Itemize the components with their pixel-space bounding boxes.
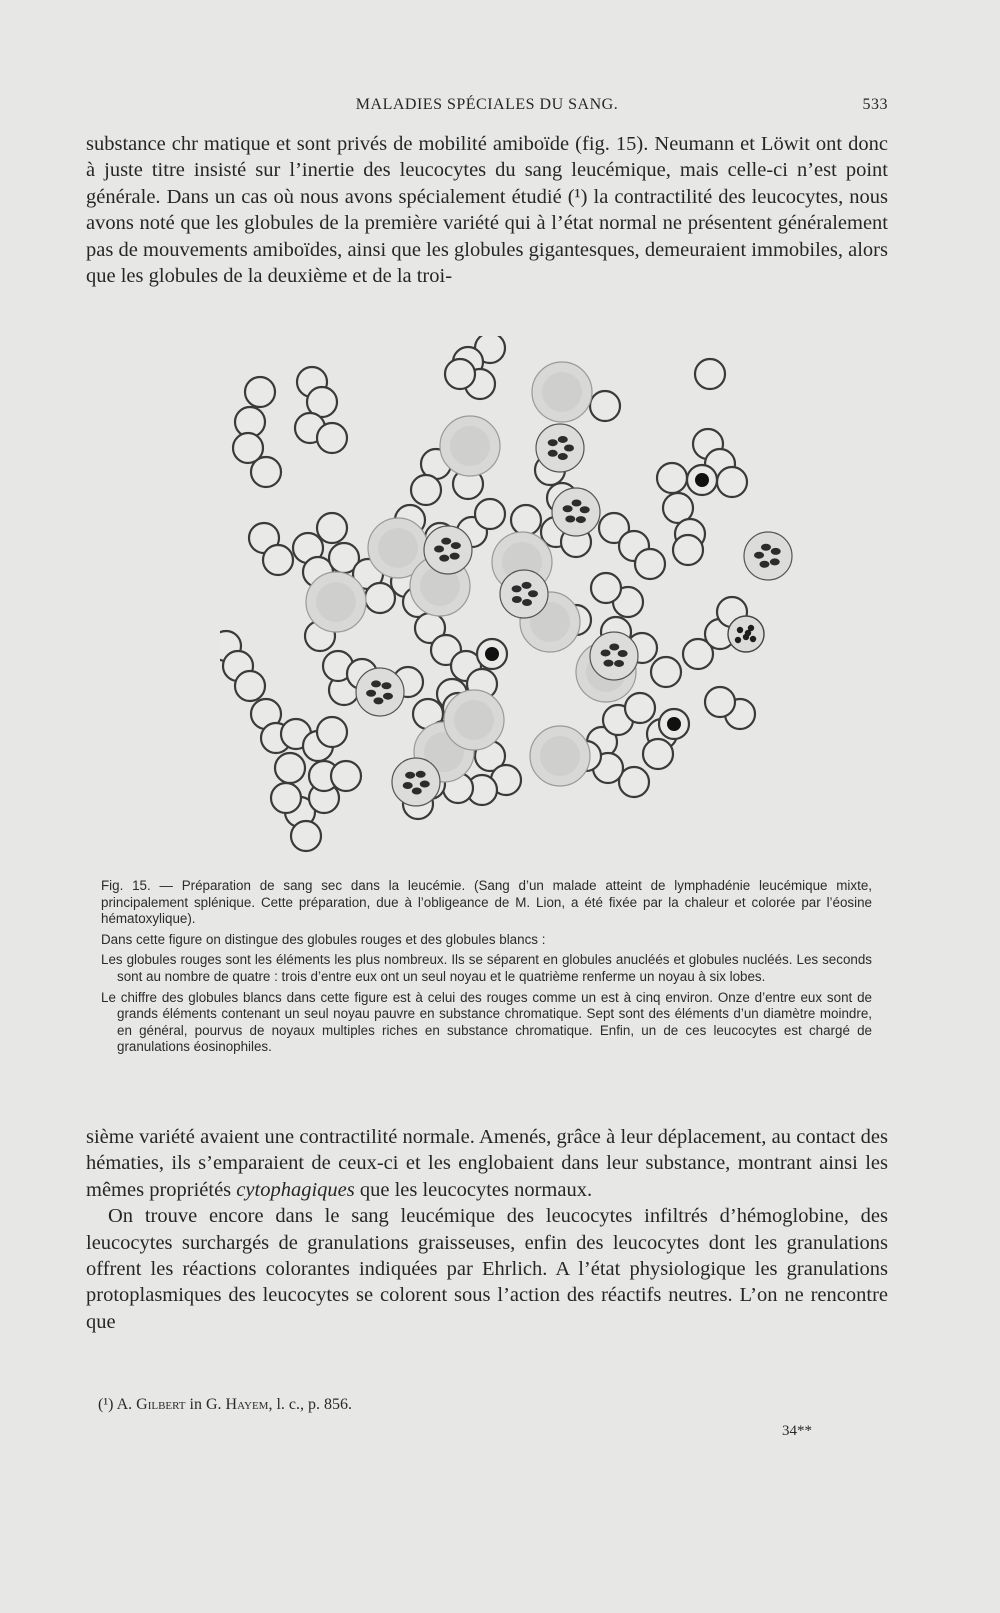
red-cell-nucleus <box>695 473 709 487</box>
eosinophil-granule <box>735 637 741 643</box>
nucleus-lobe <box>609 644 619 651</box>
red-blood-cell <box>291 821 321 851</box>
multinucleated-leucocyte <box>500 570 548 618</box>
red-blood-cell <box>317 513 347 543</box>
nucleus-lobe <box>522 582 532 589</box>
nucleus-lobe <box>373 697 383 704</box>
red-blood-cell <box>651 657 681 687</box>
nucleus-lobe <box>576 516 586 523</box>
nucleus-lobe <box>434 545 444 552</box>
leucocyte-nucleus <box>540 736 580 776</box>
blood-smear-figure <box>220 336 800 866</box>
nucleus-lobe <box>761 544 771 551</box>
footnote-connector: in G. <box>189 1396 222 1413</box>
footnote-reference: Hayem <box>225 1396 269 1413</box>
text-span: que les leucocytes normaux. <box>354 1178 593 1201</box>
red-blood-cell <box>317 423 347 453</box>
multinucleated-leucocyte <box>744 532 792 580</box>
footnote-initial: A. <box>116 1396 133 1413</box>
nucleus-lobe <box>614 660 624 667</box>
nucleus-lobe <box>601 649 611 656</box>
multinucleated-leucocyte <box>356 668 404 716</box>
multinucleated-leucocyte <box>590 632 638 680</box>
red-blood-cell <box>275 753 305 783</box>
nucleus-lobe <box>563 505 573 512</box>
running-head: MALADIES SPÉCIALES DU SANG. <box>355 96 619 113</box>
multinucleated-leucocyte <box>424 526 472 574</box>
red-cell-nucleus <box>485 647 499 661</box>
nucleus-lobe <box>383 693 393 700</box>
body-paragraph: On trouve encore dans le sang leucémique des leucocytes infiltrés d’hémoglobine, des leucocytes surchargés de granulations graisseuses, enfin des leucocytes dont les granulations offrent les réactions colorantes indiquées par Ehrlich. A l’état physiologique les granulations protoplasmiques des leucocytes se colorent sous l’action des réactifs neutres. L’on ne rencontre que <box>86 1205 888 1333</box>
leucocyte-nucleus <box>454 700 494 740</box>
footnote-marker: (¹) <box>98 1396 114 1413</box>
red-blood-cell <box>591 573 621 603</box>
leucocyte-nucleus <box>542 372 582 412</box>
page-number: 533 <box>862 96 888 113</box>
footnote-citation: , l. c., p. 856. <box>268 1396 353 1413</box>
red-blood-cell <box>263 545 293 575</box>
red-blood-cell <box>317 717 347 747</box>
red-blood-cell <box>245 377 275 407</box>
nucleus-lobe <box>770 558 780 565</box>
nucleus-lobe <box>366 690 376 697</box>
body-paragraph <box>86 1124 888 1203</box>
nucleus-lobe <box>451 542 461 549</box>
red-blood-cell <box>271 783 301 813</box>
nucleus-lobe <box>439 555 449 562</box>
nucleus-lobe <box>603 660 613 667</box>
footnote <box>98 1396 878 1414</box>
nucleus-lobe <box>412 787 422 794</box>
nucleus-lobe <box>580 506 590 513</box>
red-blood-cell <box>705 687 735 717</box>
nucleus-lobe <box>564 445 574 452</box>
body-paragraph-top: substance chr matique et sont privés de mobilité amiboïde (fig. 15). Neumann et Löwit ont donc à juste titre insisté sur l’inertie des leucocytes du sang leucémique, mais celle-ci n’est point générale. Dans un cas où nous avons spécialement étudié (¹) la contractilité des leucocytes, nous avons noté que les globules de la première variété qui à l’état normal ne présentent généralement pas de mouvements amiboïdes, ainsi que les globules gigantesques, demeuraient immobiles, alors que les globules de la deuxième et de la troi- <box>86 133 888 288</box>
eosinophil-granule <box>737 627 743 633</box>
caption-paragraph: Le chiffre des globules blancs dans cette figure est à celui des rouges comme un est à cinq environ. Onze d’entre eux sont de grands éléments contenant un seul noyau pauvre en substance chromatique. Sept sont des éléments d’un diamètre moindre, en général, pourvus de noyaux multiples riches en substance chromatique. Enfin, un de ces leucocytes est chargé de granulations éosinophiles. <box>101 989 872 1055</box>
nucleus-lobe <box>420 781 430 788</box>
footnote-author: Gilbert <box>136 1396 186 1413</box>
red-blood-cell <box>445 359 475 389</box>
nucleus-lobe <box>528 590 538 597</box>
nucleus-lobe <box>405 772 415 779</box>
red-blood-cell <box>365 583 395 613</box>
red-blood-cell <box>695 359 725 389</box>
red-blood-cell <box>475 499 505 529</box>
multinucleated-leucocyte <box>392 758 440 806</box>
nucleus-lobe <box>565 515 575 522</box>
multinucleated-leucocyte <box>552 488 600 536</box>
red-blood-cell <box>251 457 281 487</box>
italic-term: cytophagiques <box>236 1178 355 1201</box>
red-blood-cell <box>511 505 541 535</box>
nucleus-lobe <box>381 682 391 689</box>
red-blood-cell <box>635 549 665 579</box>
body-text-bottom <box>86 1124 888 1335</box>
caption-title: Fig. 15. — Préparation de sang sec dans la leucémie. (Sang d’un malade atteint de lymphadénie leucémique mixte, principalement splénique. Cette préparation, due à l’obligeance de M. Lion, a été fixée par la chaleur et colorée par l’éosine hématoxylique). <box>101 878 872 927</box>
nucleus-lobe <box>403 782 413 789</box>
red-blood-cell <box>411 475 441 505</box>
eosinophil-granule <box>745 630 751 636</box>
caption-paragraph: Dans cette figure on distingue des globules rouges et des globules blancs : <box>101 931 546 947</box>
page-header <box>86 96 888 120</box>
nucleus-lobe <box>450 553 460 560</box>
red-blood-cell <box>590 391 620 421</box>
nucleus-lobe <box>416 771 426 778</box>
leucocyte-nucleus <box>378 528 418 568</box>
red-blood-cell <box>235 671 265 701</box>
red-cell-nucleus <box>667 717 681 731</box>
red-blood-cell <box>657 463 687 493</box>
red-blood-cell <box>643 739 673 769</box>
nucleus-lobe <box>771 548 781 555</box>
caption-paragraph: Les globules rouges sont les éléments les plus nombreux. Ils se séparent en globules anucléés et globules nucléés. Les seconds sont au nombre de quatre : trois d’entre eux ont un seul noyau et le quatrième renferme un noyau à six lobes. <box>101 952 872 984</box>
red-blood-cell <box>673 535 703 565</box>
nucleus-lobe <box>572 500 582 507</box>
nucleus-lobe <box>548 439 558 446</box>
nucleus-lobe <box>548 450 558 457</box>
nucleus-lobe <box>558 453 568 460</box>
red-blood-cell <box>717 467 747 497</box>
nucleus-lobe <box>759 561 769 568</box>
nucleus-lobe <box>558 436 568 443</box>
eosinophil-granule <box>750 636 756 642</box>
blood-smear-illustration <box>220 336 800 866</box>
nucleus-lobe <box>512 596 522 603</box>
multinucleated-leucocyte <box>536 424 584 472</box>
nucleus-lobe <box>371 680 381 687</box>
text-span: sième variété avaient une contractilité normale. Amenés, grâce à leur déplacement, au contact des hématies, ils s’emparaient de ceux-ci et les englobaient dans leur substance, montrant ainsi les mêmes propriétés <box>86 1126 888 1201</box>
nucleus-lobe <box>441 538 451 545</box>
signature-mark: 34** <box>782 1423 812 1439</box>
nucleus-lobe <box>618 650 628 657</box>
red-blood-cell <box>625 693 655 723</box>
nucleus-lobe <box>522 599 532 606</box>
figure-caption <box>101 878 872 1060</box>
nucleus-lobe <box>754 552 764 559</box>
nucleus-lobe <box>512 585 522 592</box>
leucocyte-nucleus <box>316 582 356 622</box>
red-blood-cell <box>331 761 361 791</box>
leucocyte-nucleus <box>450 426 490 466</box>
